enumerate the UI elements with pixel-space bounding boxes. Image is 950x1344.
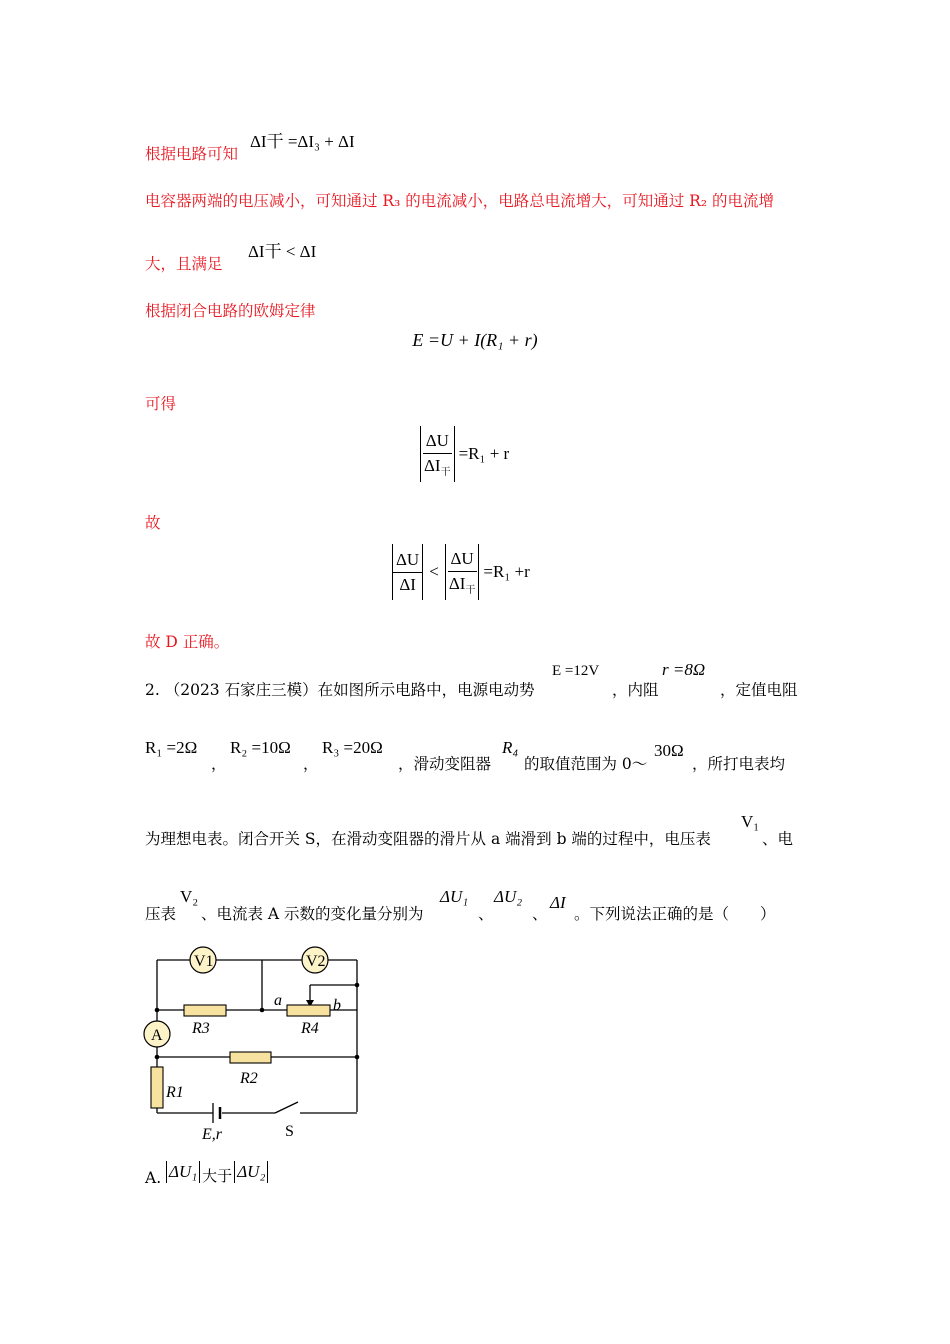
problem-text: 、电 [762,830,794,848]
v2-symbol: V₂ [180,887,199,906]
r3-value: R₃ =20Ω [322,738,383,757]
option-a-label: A. [145,1169,162,1187]
text-line-7 [145,630,229,652]
resistor-r3-icon [184,1005,226,1016]
problem-text: 2. （2023 石家庄三模）在如图所示电路中，电源电动势 [145,681,535,699]
text-line-6 [145,511,161,533]
problem-text: ，所打电表均 [692,755,786,773]
text-line-5 [145,392,176,414]
a-label: a [274,992,282,1009]
problem-text: ，定值电阻 [720,681,798,699]
option-a[interactable] [145,1169,161,1187]
range-max: 30Ω [654,741,684,760]
equation-ratio [420,426,509,482]
ammeter-label: A [151,1027,163,1044]
b-label: b [333,997,341,1014]
delta-u2: ΔU₂ [237,1161,266,1181]
text-line-3 [145,252,223,274]
problem-text: 的取值范围为 0～ [524,755,648,773]
abs-bar [199,1161,200,1183]
line-5-text: 可得 [145,395,177,413]
line-7-text: 故 D 正确。 [145,633,230,651]
separator: 、 [532,905,548,923]
problem-text: 压表 [145,905,177,923]
delta-i: ΔI [550,893,566,912]
problem-line-1 [145,678,535,700]
equation-ohm-law [0,330,950,351]
resistor-r4-icon [287,1005,330,1016]
equation-rhs: =R₁ +r [483,562,530,581]
equation-text: E =U + I(R₁ + r) [412,330,538,350]
line-3-text: 大，且满足 [145,255,223,273]
abs-bar [478,544,479,600]
line-6-text: 故 [145,514,161,532]
abs-bar [267,1161,268,1183]
problem-line-3: 为理想电表。闭合开关 S，在滑动变阻器的滑片从 a 端滑到 b 端的过程中，电压表 [145,830,711,848]
circuit-diagram [140,940,370,1145]
r3-label: R3 [192,1020,210,1037]
text-line-4 [145,299,316,321]
source-label: E,r [202,1126,222,1143]
v1-symbol: V₁ [741,812,760,831]
equation-inequality [248,237,316,262]
equation-comparison [392,544,530,600]
equation-delta-i-total [250,127,355,152]
emf-value: E =12V [552,663,600,679]
resistor-r1-icon [151,1067,163,1108]
line-1-text: 根据电路可知 [145,145,239,163]
text-line-2 [145,189,774,211]
r2-value: R₂ =10Ω [230,738,291,757]
greater-than-text: 大于 [202,1167,233,1185]
delta-u1: ΔU₁ [440,887,469,906]
line-2-text: 电容器两端的电压减小，可知通过 R₃ 的电流减小，电路总电流增大，可知通过 R₂ 的电流增 [145,192,774,210]
r2-label: R2 [240,1070,258,1087]
delta-u2: ΔU₂ [494,887,523,906]
r1-label: R1 [166,1084,184,1101]
problem-text: 。下列说法正确的是（ ） [574,905,776,923]
r1-value: R₁ =2Ω [145,738,198,757]
fraction-left: $\frac{\Delta U}{\Delta I}$ [393,550,422,595]
equation-rhs: =R₁ + r [458,444,510,463]
fraction: $\frac{\Delta U}{\Delta I_干}$ [424,430,451,478]
problem-text: ，滑动变阻器 [398,755,492,773]
resistor-r2-icon [230,1052,271,1063]
text-line-1 [145,142,238,164]
equation-text: ΔI干 < ΔI [248,242,317,261]
delta-u1: ΔU₁ [169,1161,198,1181]
problem-text: ，内阻 [612,681,659,699]
r4-symbol: R₄ [502,738,519,757]
v2-label: V2 [306,953,326,970]
separator: ， [303,755,319,773]
v1-label: V1 [194,953,214,970]
line-4-text: 根据闭合电路的欧姆定律 [145,302,316,320]
less-than: < [429,562,439,581]
r4-label: R4 [301,1020,319,1037]
fraction-right: $\frac{\Delta U}{\Delta I_干}$ [448,548,476,596]
abs-bar [454,426,455,482]
option-a-content [166,1157,268,1186]
separator: 、 [478,905,494,923]
switch-label: S [285,1123,294,1140]
internal-resistance-value: r =8Ω [662,660,706,679]
problem-text: 、电流表 A 示数的变化量分别为 [201,905,424,923]
separator: ， [211,755,227,773]
equation-text: ΔI干 =ΔI₃ + ΔI [250,132,355,151]
abs-bar [422,544,423,600]
